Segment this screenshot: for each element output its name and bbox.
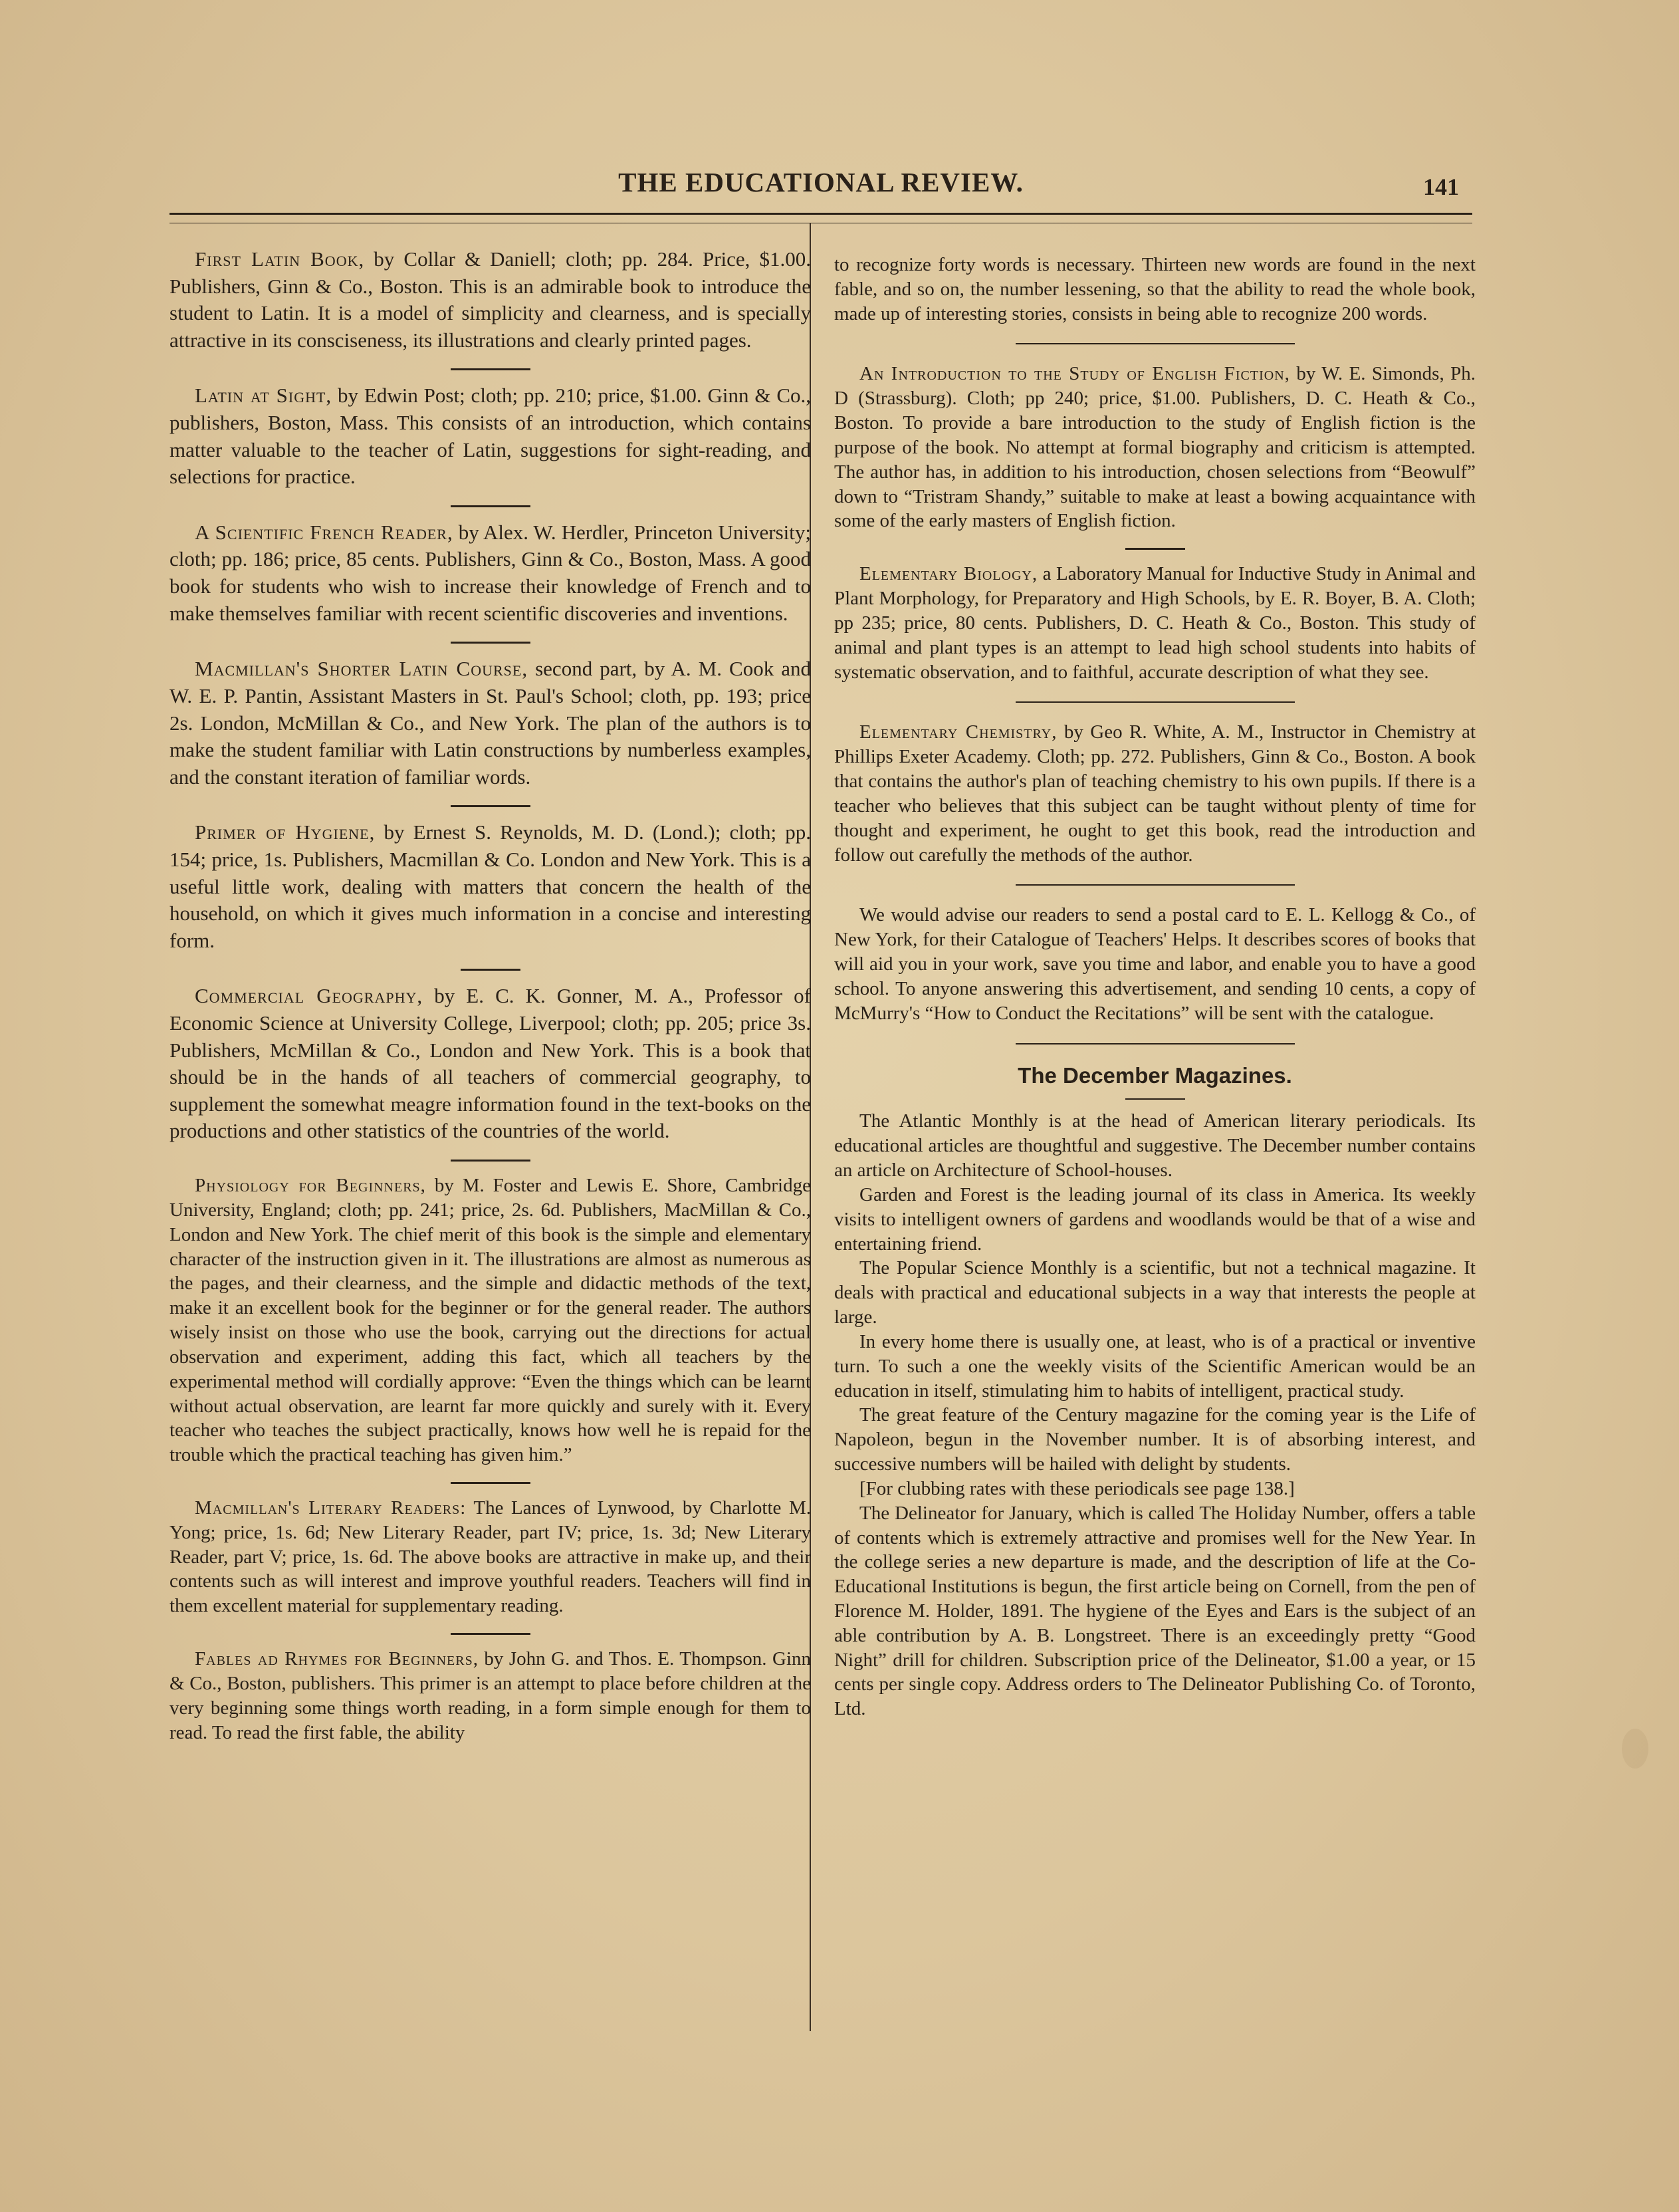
separator: [451, 805, 530, 807]
review-title: Physiology for Beginners,: [195, 1175, 426, 1197]
review-item: [169, 1173, 811, 1467]
review-item: [834, 362, 1476, 533]
review-title: Elementary Biology,: [859, 563, 1038, 585]
review-body: a Laboratory Manual for Inductive Study in Animal and Plant Morphology, for Preparatory and High Schools, by E. R. Boyer, B. A. Cloth; pp 235; price, 80 cents. Publishers, D. C. Heath & Co., Boston. This study of animal and plant types is an attempt to lead high school students into habits of systematic observation, and to faithful, accurate description of what they see.: [834, 563, 1476, 683]
review-item: [169, 519, 811, 627]
review-title: A Scientific French Reader,: [195, 520, 453, 544]
separator: [1016, 884, 1295, 886]
magazine-paragraph: The Atlantic Monthly is at the head of American literary periodicals. Its educational articles are thoughtful and suggestive. The December number contains an article on Architecture of School-houses.: [834, 1110, 1476, 1181]
review-body: by Alex. W. Herdler, Princeton University; cloth; pp. 186; price, 85 cents. Publishers, Ginn & Co., Boston, Mass. A good book for students who wish to increase their knowledge of French and to make themselves familiar with recent scientific discoveries and inventions.: [169, 520, 811, 625]
review-title: Primer of Hygiene,: [195, 820, 376, 844]
review-title: Commercial Geography,: [195, 984, 423, 1008]
review-item: [169, 1496, 811, 1618]
review-item: [169, 246, 811, 354]
title-rule: [1125, 1098, 1185, 1100]
page-header: [169, 166, 1472, 213]
review-title: Macmillan's Literary Readers:: [195, 1497, 467, 1519]
review-body: by M. Foster and Lewis E. Shore, Cambridge University, England; cloth; pp. 241; price, 2s. 6d. Publishers, MacMillan & Co., London and New York. The chief merit of this book is the simple and elementary character of the instruction given in it. The illustrations are almost as numerous as the pages, and their clearness, and the simple and didactic methods of the text, make it an excellent book for the beginner or for the general reader. The authors wisely insist on those who use the book, carrying out the directions for actual observation and experiment, adding this fact, which all teachers by the experimental method will cordially approve: “Even the things which can be learnt without actual observation, are learnt far more quickly and surely with it. Every teacher who teaches the subject practically, knows how well he is repaid for the trouble which the practical teaching has given him.”: [169, 1175, 811, 1466]
separator: [1016, 1043, 1295, 1045]
header-rule: [169, 213, 1472, 223]
section-title: The December Magazines.: [1018, 1062, 1292, 1088]
magazine-paragraph: The Popular Science Monthly is a scientific, but not a technical magazine. It deals with practical and educational subjects in a way that interests the people at large.: [834, 1257, 1476, 1328]
magazine-paragraph: The great feature of the Century magazine for the coming year is the Life of Napoleon, begun in the November number. It is of absorbing interest, and successive numbers will be hailed with delight by students.: [834, 1404, 1476, 1475]
separator: [461, 969, 520, 971]
review-item: [169, 819, 811, 954]
separator: [451, 642, 530, 644]
separator: [451, 505, 530, 507]
left-column: [169, 246, 811, 1745]
magazine-paragraph: The Delineator for January, which is called The Holiday Number, offers a table of contents which is extremely attractive and promises well for the New Year. In the college series a new departure is made, and the description of life at the Co-Educational Institutions is begun, the first article being on Cornell, from the pen of Florence M. Holder, 1891. The hygiene of the Eyes and Ears is the subject of an able contribution by A. B. Longstreet. There is an exceedingly pretty “Good Night” drill for children. Subscription price of the Delineator, $1.00 a year, or 15 cents per single copy. Address orders to The Delineator Publishing Co. of Toronto, Ltd.: [834, 1502, 1476, 1720]
separator: [451, 1633, 530, 1635]
separator: [1016, 701, 1295, 703]
review-title: Latin at Sight,: [195, 384, 332, 408]
clubbing-note: [For clubbing rates with these periodicals see page 138.]: [859, 1477, 1295, 1499]
separator: [451, 368, 530, 370]
review-body: by W. E. Simonds, Ph. D (Strassburg). Cloth; pp 240; price, $1.00. Publishers, D. C. Heath & Co., Boston. To provide a bare introduction to the study of English fiction is the purpose of the book. No attempt at formal biography and criticism is attempted. The author has, in addition to his introduction, chosen selections from “Beowulf” down to “Tristram Shandy,” suitable to make at least a bowing acquaintance with some of the early masters of English fiction.: [834, 363, 1476, 532]
review-body: The Lances of Lynwood, by Charlotte M. Yong; price, 1s. 6d; New Literary Reader, part IV; price, 1s. 3d; New Literary Reader, part V; price, 1s. 6d. The above books are attractive in make up, and their contents such as will interest and improve youthful readers. Teachers will find in them excellent material for supplementary reading.: [169, 1497, 811, 1617]
separator: [451, 1482, 530, 1484]
review-item: [169, 382, 811, 490]
review-body: by Geo R. White, A. M., Instructor in Chemistry at Phillips Exeter Academy. Cloth; pp. 272. Publishers, Ginn & Co., Boston. A book that contains the author's plan of teaching chemistry to his own pupils. If there is a teacher who believes that this subject can be taught without plenty of time for thought and experiment, he ought to get this book, read the introduction and follow out carefully the methods of the author.: [834, 721, 1476, 866]
review-title: First Latin Book,: [195, 247, 365, 271]
review-body: by John G. and Thos. E. Thompson. Ginn & Co., Boston, publishers. This primer is an attempt to place before children at the very beginning some things worth reading, in a form simple enough for them to read. To read the first fable, the ability: [169, 1648, 811, 1743]
review-title: Elementary Chemistry,: [859, 721, 1058, 743]
review-body: by Ernest S. Reynolds, M. D. (Lond.); cloth; pp. 154; price, 1s. Publishers, Macmillan & Co. London and New York. This is a useful little work, dealing with matters that concern the health of the household, on which it gives much information in a concise and interesting form.: [169, 820, 811, 952]
notice-text: We would advise our readers to send a postal card to E. L. Kellogg & Co., of New York, for their Catalogue of Teachers' Helps. It describes scores of books that will aid you in your work, save you time and labor, and enable you to have a good school. To anyone answering this advertisement, and sending 10 cents, a copy of McMurry's “How to Conduct the Recitations” will be sent with the catalogue.: [834, 904, 1476, 1024]
review-body: by E. C. K. Gonner, M. A., Professor of Economic Science at University College, Liverpool; cloth; pp. 205; price 3s. Publishers, McMillan & Co., London and New York. This is a book that should be in the hands of all teachers of commercial geography, to supplement the somewhat meagre information found in the text-books on the productions and other statistics of the countries of the world.: [169, 984, 811, 1143]
review-item: [169, 656, 811, 791]
review-body: second part, by A. M. Cook and W. E. P. Pantin, Assistant Masters in St. Paul's School; cloth, pp. 193; price 2s. London, McMillan & Co., and New York. The plan of the authors is to make the student familiar with Latin constructions by numberless examples, and the constant iteration of familiar words.: [169, 657, 811, 789]
review-item: [834, 562, 1476, 684]
review-body: by Collar & Daniell; cloth; pp. 284. Price, $1.00. Publishers, Ginn & Co., Boston. This is an admirable book to introduce the student to Latin. It is a model of simplicity and clearness, and is specially attractive in its consciseness, its illustrations and clearly printed pages.: [169, 247, 811, 352]
magazine-list: [834, 1109, 1476, 1721]
paper-stain: [1622, 1729, 1648, 1769]
magazine-paragraph: Garden and Forest is the leading journal of its class in America. Its weekly visits to intelligent owners of gardens and woodlands would be that of a wise and entertaining friend.: [834, 1183, 1476, 1255]
magazine-paragraph: In every home there is usually one, at least, who is of a practical or inventive turn. To such a one the weekly visits of the Scientific American would be an education in itself, stimulating him to habits of intelligent, practical study.: [834, 1330, 1476, 1402]
review-item: [834, 720, 1476, 867]
review-title: An Introduction to the Study of English Fiction,: [859, 363, 1290, 385]
review-title: Macmillan's Shorter Latin Course,: [195, 657, 528, 681]
review-title: Fables ad Rhymes for Beginners,: [195, 1648, 479, 1670]
review-item: [169, 983, 811, 1145]
right-column: [834, 253, 1476, 1721]
separator: [1125, 548, 1185, 550]
running-title: THE EDUCATIONAL REVIEW.: [618, 167, 1024, 197]
review-item: [169, 1647, 811, 1745]
separator: [451, 1160, 530, 1162]
page-number: 141: [1423, 174, 1459, 200]
continued-text: to recognize forty words is necessary. Thirteen new words are found in the next fable, and so on, the number lessening, so that the ability to read the whole book, made up of interesting stories, consists in being able to recognize 200 words.: [834, 254, 1476, 324]
separator: [1016, 343, 1295, 344]
review-body: by Edwin Post; cloth; pp. 210; price, $1.00. Ginn & Co., publishers, Boston, Mass. This consists of an introduction, which contains matter valuable to the teacher of Latin, suggestions for sight-reading, and selections for practice.: [169, 384, 811, 489]
